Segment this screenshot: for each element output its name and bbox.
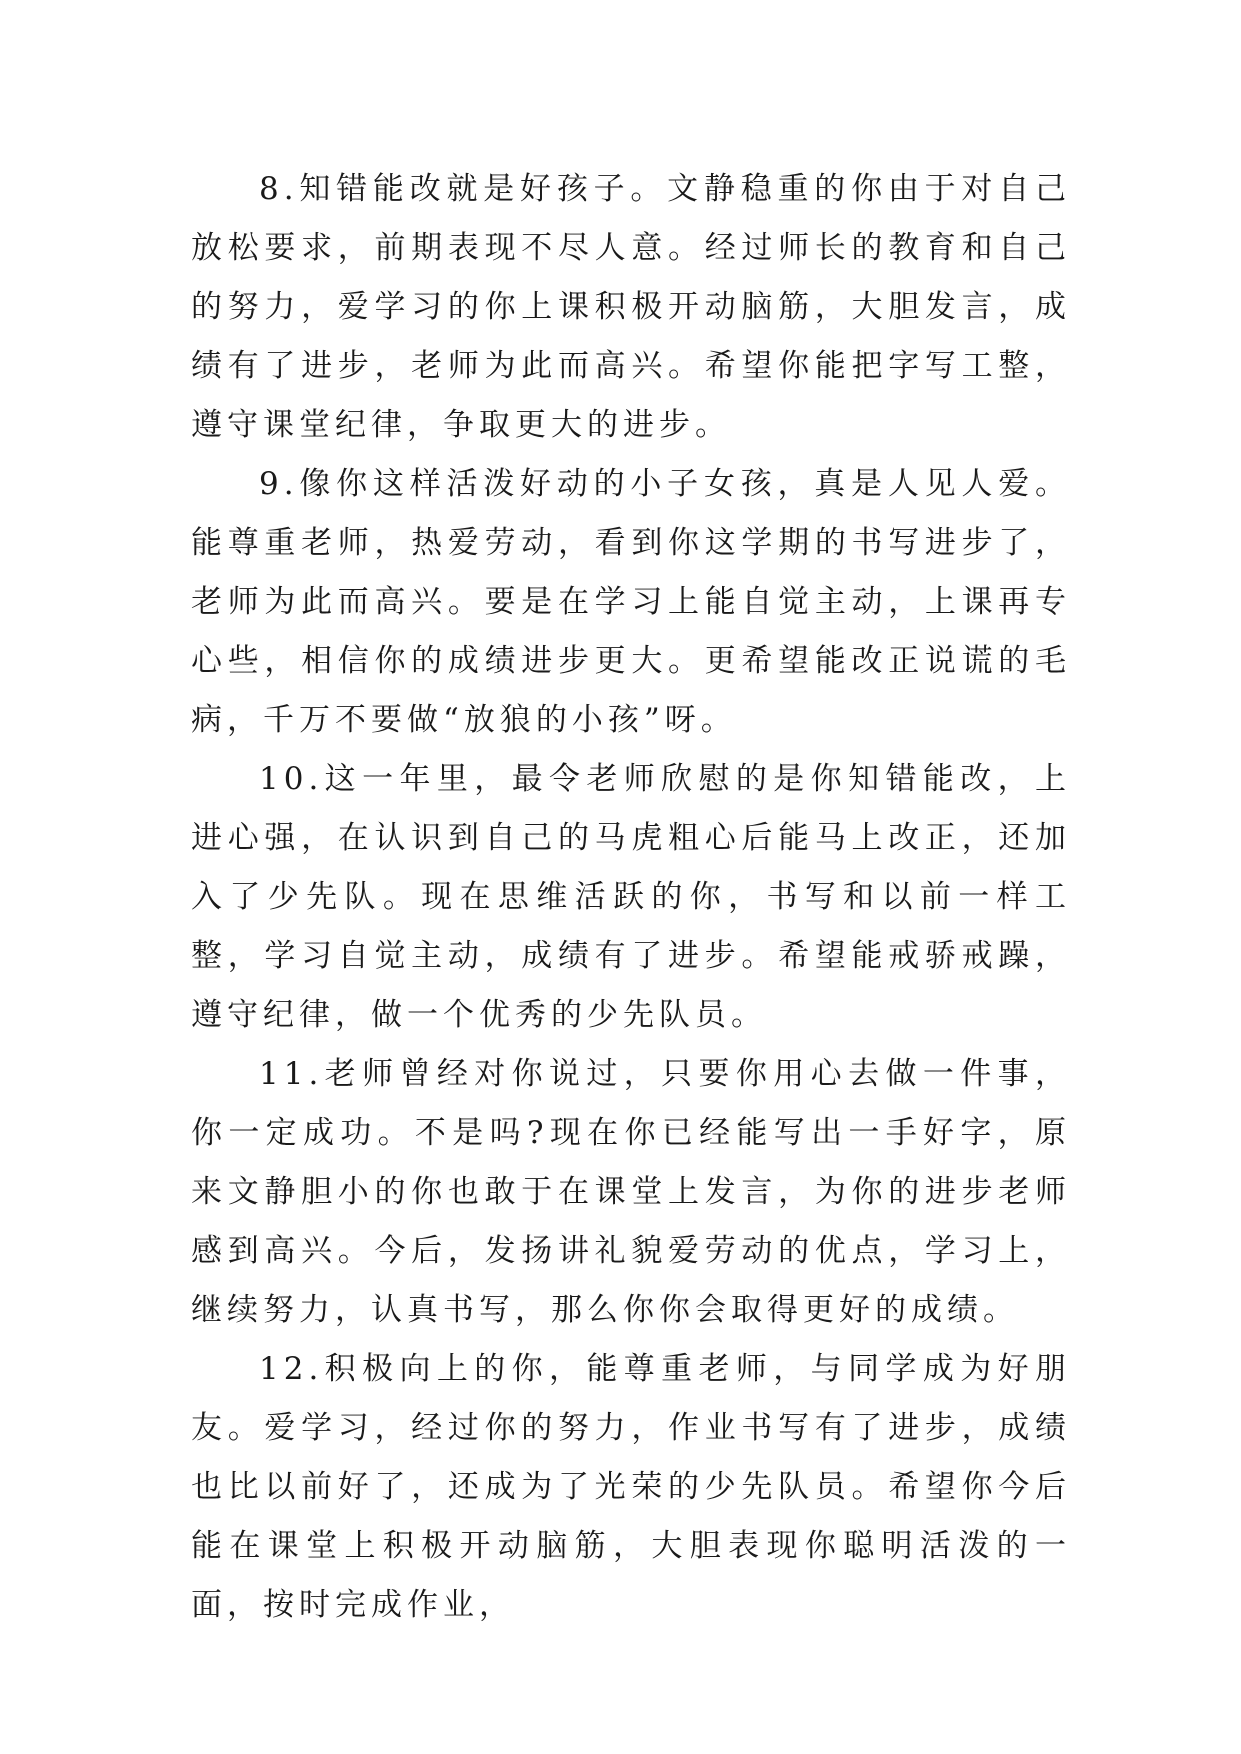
comment-paragraph-9: 9.像你这样活泼好动的小子女孩，真是人见人爱。能尊重老师，热爱劳动，看到你这学期的书写进步了，老师为此而高兴。要是在学习上能自觉主动，上课再专心些，相信你的成绩进步更大。更希望能改正说谎的毛病，千万不要做“放狼的小孩”呀。 xyxy=(191,466,1071,738)
comment-paragraph-11: 11.老师曾经对你说过，只要你用心去做一件事，你一定成功。不是吗?现在你已经能写出一手好字，原来文静胆小的你也敢于在课堂上发言，为你的进步老师感到高兴。今后，发扬讲礼貌爱劳动的优点，学习上，继续努力，认真书写，那么你你会取得更好的成绩。 xyxy=(191,1056,1071,1328)
comment-paragraph-12: 12.积极向上的你，能尊重老师，与同学成为好朋友。爱学习，经过你的努力，作业书写有了进步，成绩也比以前好了，还成为了光荣的少先队员。希望你今后能在课堂上积极开动脑筋，大胆表现你聪明活泼的一面，按时完成作业， xyxy=(191,1351,1071,1623)
comment-paragraph-10: 10.这一年里，最令老师欣慰的是你知错能改，上进心强，在认识到自己的马虎粗心后能马上改正，还加入了少先队。现在思维活跃的你，书写和以前一样工整，学习自觉主动，成绩有了进步。希望能戒骄戒躁，遵守纪律，做一个优秀的少先队员。 xyxy=(191,761,1071,1033)
comment-paragraph-8: 8.知错能改就是好孩子。文静稳重的你由于对自己放松要求，前期表现不尽人意。经过师长的教育和自己的努力，爱学习的你上课积极开动脑筋，大胆发言，成绩有了进步，老师为此而高兴。希望你能把字写工整，遵守课堂纪律，争取更大的进步。 xyxy=(191,171,1071,443)
document-body xyxy=(191,160,1071,1635)
